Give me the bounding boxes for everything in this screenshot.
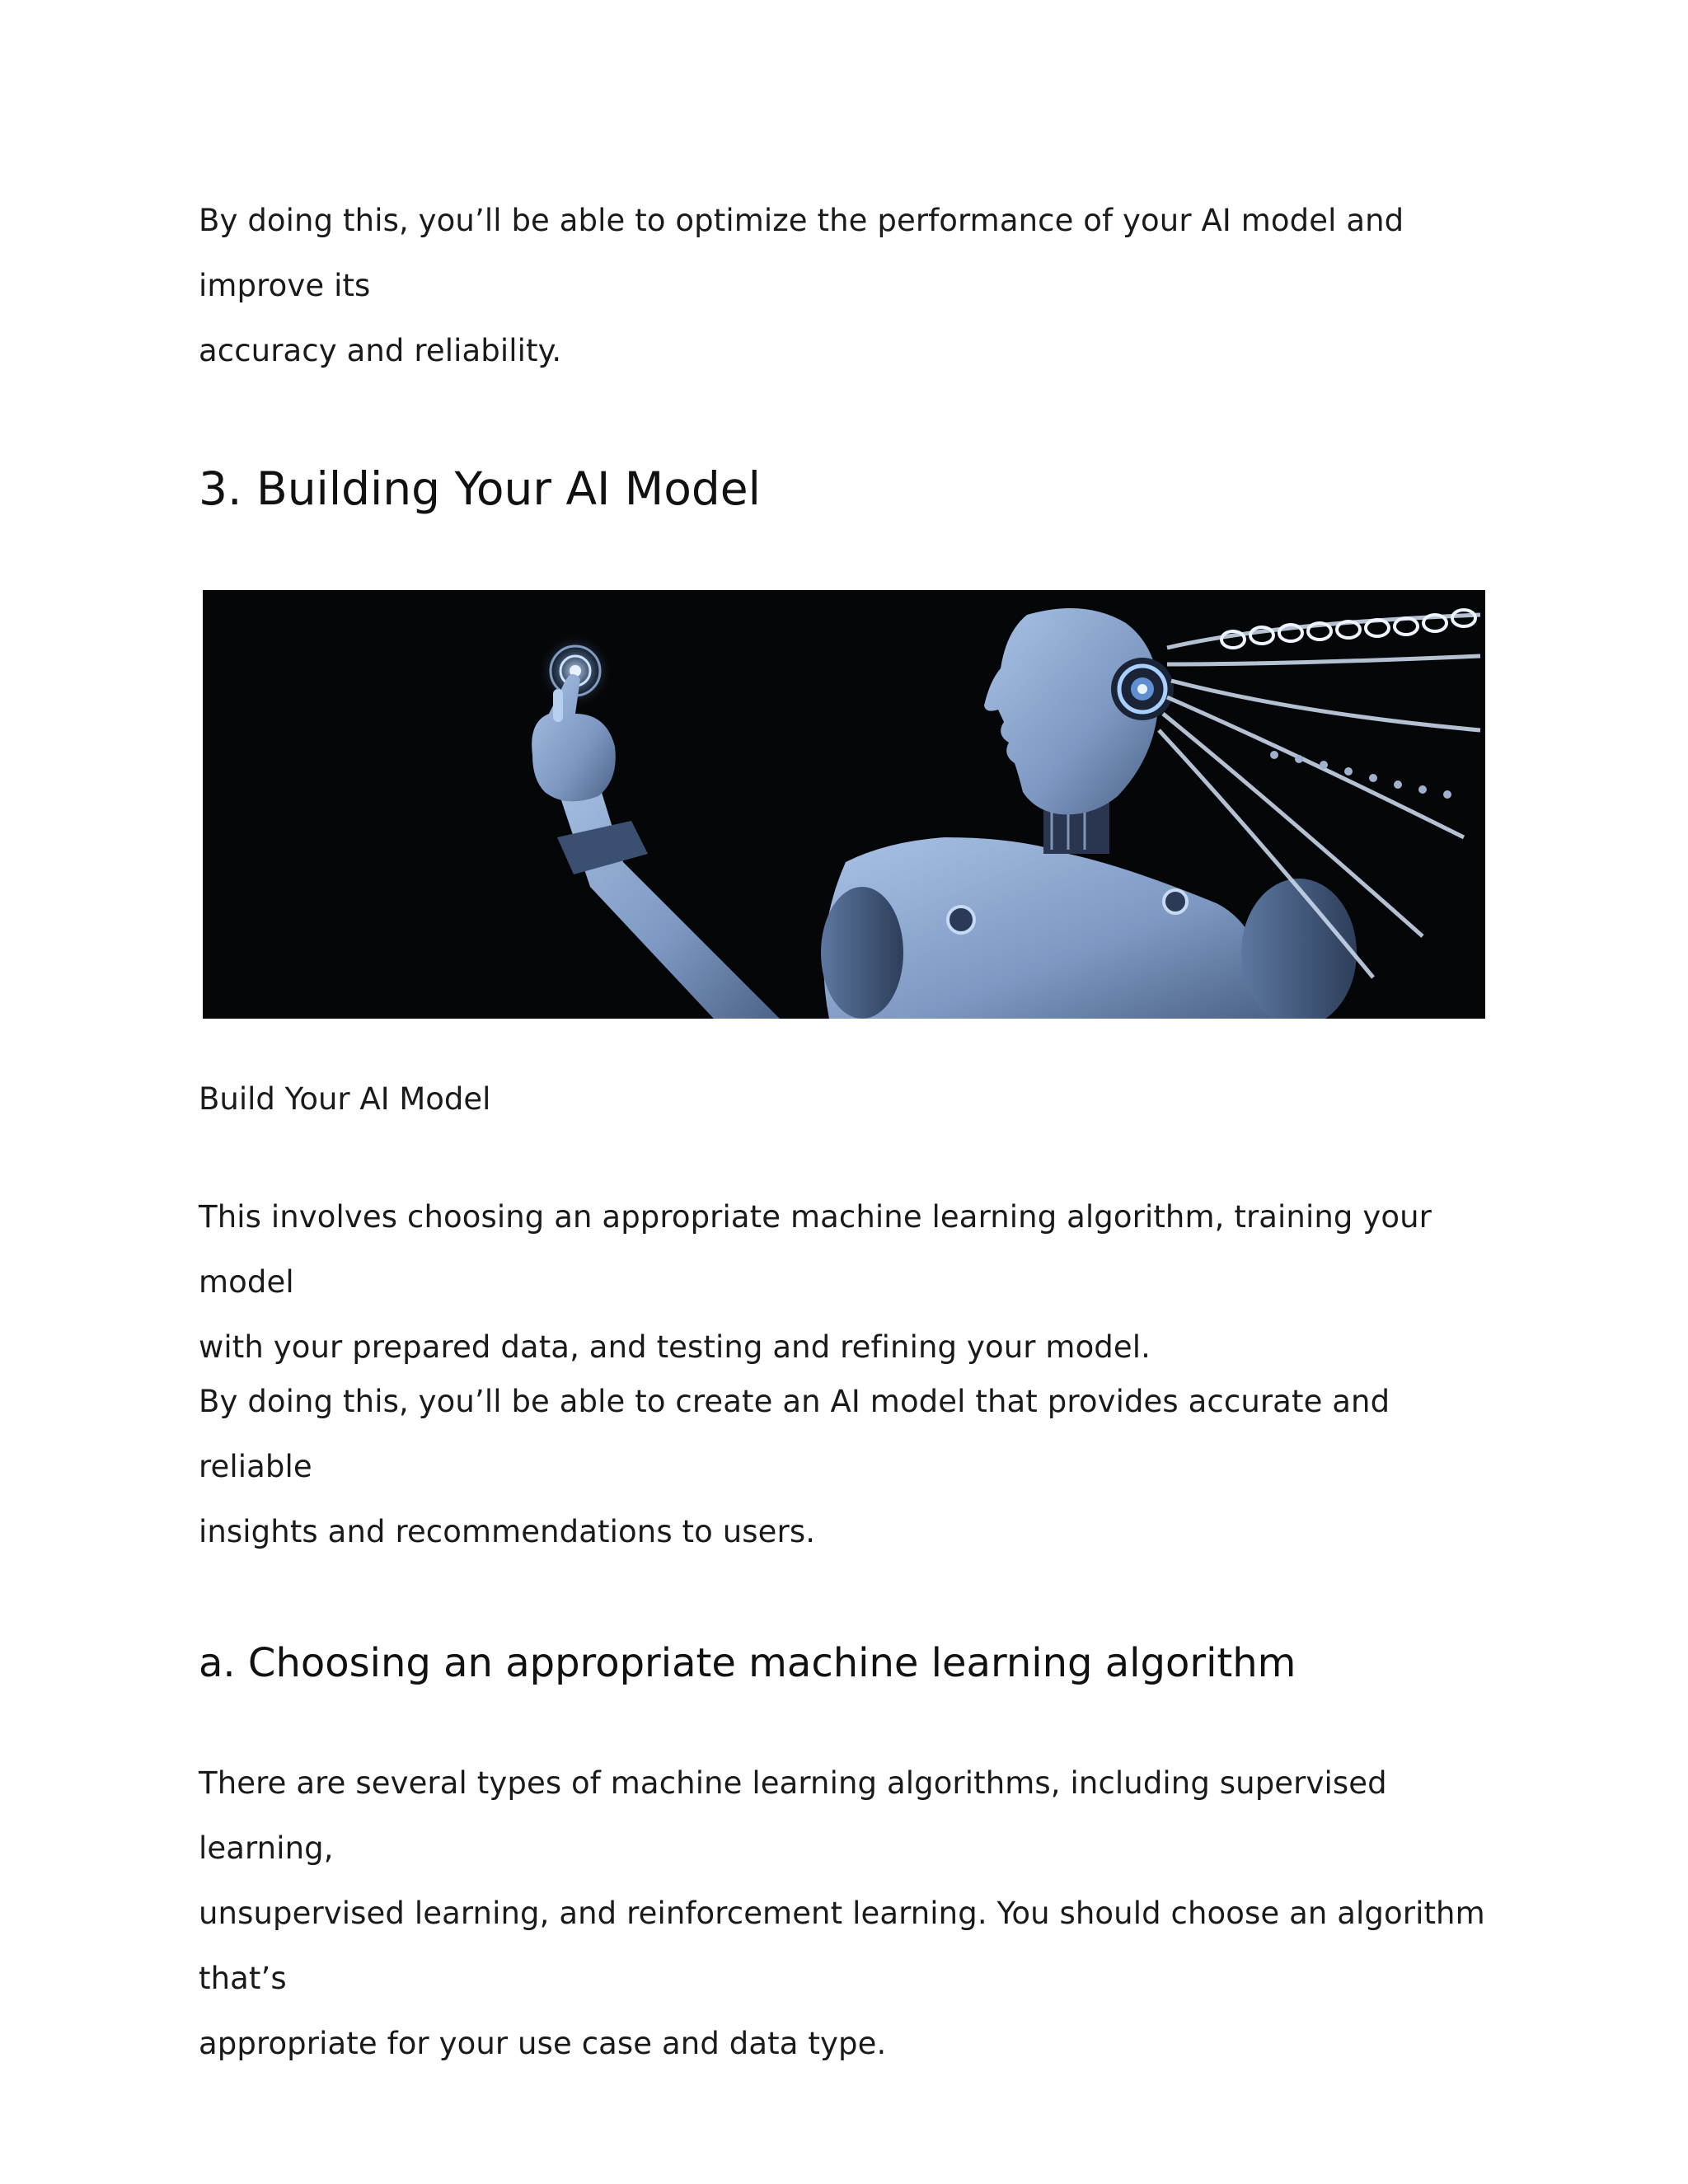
- paragraph-involves-line-1: This involves choosing an appropriate machine learning algorithm, training your model: [199, 1199, 1432, 1300]
- intro-paragraph-line-2: accuracy and reliability.: [199, 333, 562, 368]
- subsection-heading: a. Choosing an appropriate machine learning algorithm: [199, 1640, 1296, 1686]
- paragraph-involves-line-2: with your prepared data, and testing and refining your model.: [199, 1329, 1151, 1365]
- section-heading: 3. Building Your AI Model: [199, 462, 761, 515]
- paragraph-involves: [199, 1184, 1501, 1380]
- paragraph-outcome-line-2: insights and recommendations to users.: [199, 1514, 816, 1549]
- paragraph-types-line-3: appropriate for your use case and data type.: [199, 2026, 887, 2061]
- paragraph-types-line-2: unsupervised learning, and reinforcement learning. You should choose an algorithm that’s: [199, 1896, 1485, 1996]
- image-caption: Build Your AI Model: [199, 1081, 491, 1117]
- robot-image: [203, 590, 1485, 1019]
- intro-paragraph-line-1: By doing this, you’ll be able to optimize the performance of your AI model and improve its: [199, 203, 1404, 303]
- paragraph-outcome: [199, 1369, 1501, 1564]
- paragraph-outcome-line-1: By doing this, you’ll be able to create an AI model that provides accurate and reliable: [199, 1384, 1390, 1484]
- intro-paragraph: [199, 188, 1501, 383]
- paragraph-types: [199, 1750, 1501, 2076]
- paragraph-types-line-1: There are several types of machine learning algorithms, including supervised learning,: [199, 1765, 1387, 1866]
